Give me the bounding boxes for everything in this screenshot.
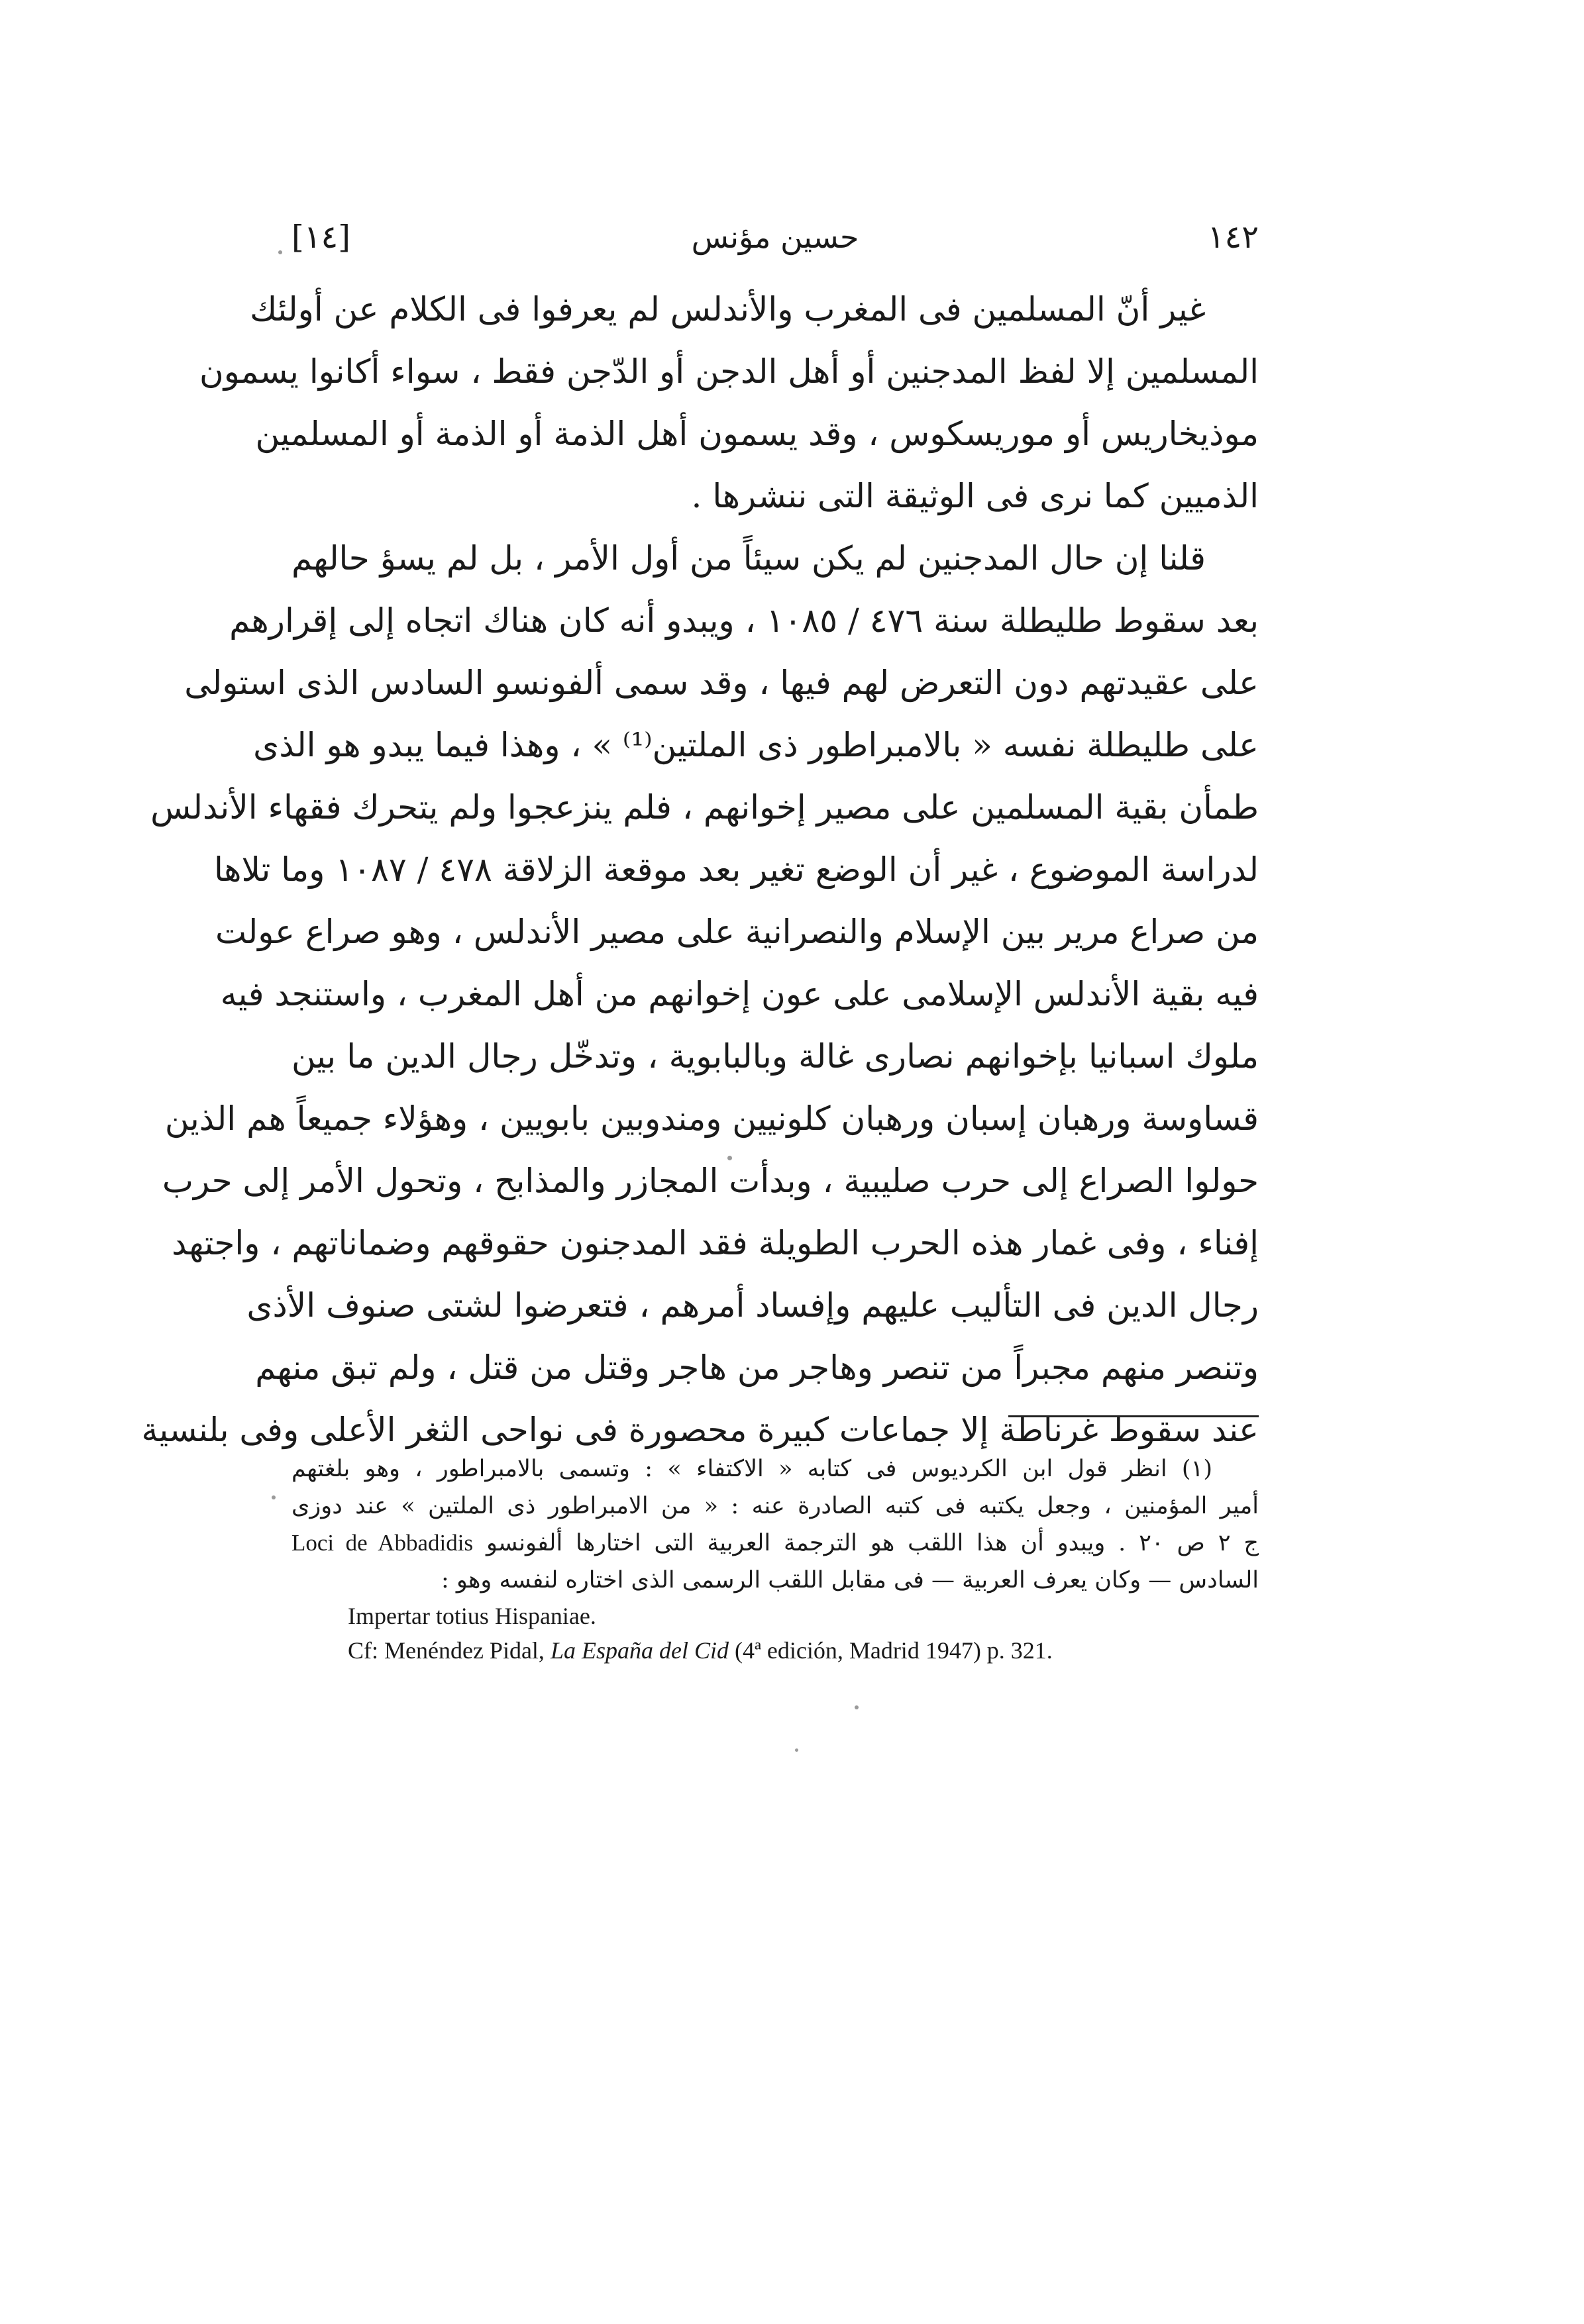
- footnote-latin-reference: [291, 1633, 1259, 1668]
- running-header: [291, 211, 1259, 264]
- text-line: على طليطلة نفسه « بالامبراطور ذى الملتين⁽¹⁾ » ، وهذا فيما يبدو هو الذى: [253, 726, 1259, 764]
- scan-speck: [795, 1748, 798, 1752]
- text-line: غير أنّ المسلمين فى المغرب والأندلس لم يعرفوا فى الكلام عن أولئك: [250, 290, 1206, 328]
- text-line: الذميين كما نرى فى الوثيقة التى ننشرها .: [691, 477, 1259, 515]
- footnote-divider: [1008, 1415, 1259, 1417]
- footnote-line: (١) انظر قول ابن الكرديوس فى كتابه « الاكتفاء » : وتسمى بالامبراطور ، وهو بلغتهم: [291, 1456, 1212, 1482]
- reference-book-title: La España del Cid: [550, 1637, 729, 1664]
- scan-speck: [727, 1156, 732, 1160]
- text-line: قلنا إن حال المدجنين لم يكن سيئاً من أول الأمر ، بل لم يسؤ حالهم: [291, 539, 1206, 578]
- text-line: ملوك اسبانيا بإخوانهم نصارى غالة وبالبابوية ، وتدخّل رجال الدين ما بين: [291, 1037, 1259, 1076]
- text-line: لدراسة الموضوع ، غير أن الوضع تغير بعد موقعة الزلاقة ٤٧٨ / ١٠٨٧ وما تلاها: [213, 850, 1259, 889]
- text-line: إفناء ، وفى غمار هذه الحرب الطويلة فقد المدجنون حقوقهم وضماناتهم ، واجتهد: [172, 1224, 1259, 1262]
- footnotes: [291, 1450, 1259, 1668]
- body-text: [141, 278, 1259, 1461]
- text-line: من صراع مرير بين الإسلام والنصرانية على مصير الأندلس ، وهو صراع عولت: [215, 913, 1259, 951]
- page-number: ١٤٢: [1207, 219, 1259, 256]
- text-line: حولوا الصراع إلى حرب صليبية ، وبدأت المجازر والمذابح ، وتحول الأمر إلى حرب: [162, 1162, 1259, 1200]
- text-line: المسلمين إلا لفظ المدجنين أو أهل الدجن أو الدّجن فقط ، سواء أكانوا يسمون: [199, 352, 1259, 391]
- text-line: وتنصر منهم مجبراً من تنصر وهاجر من هاجر وقتل من قتل ، ولم تبق منهم: [255, 1348, 1259, 1387]
- text-line: موذيخاريس أو موريسكوس ، وقد يسمون أهل الذمة أو الذمة أو المسلمين: [255, 415, 1259, 453]
- text-line: رجال الدين فى التأليب عليهم وإفساد أمرهم ، فتعرضوا لشتى صنوف الأذى: [246, 1286, 1259, 1325]
- chapter-number: [١٤]: [291, 219, 351, 256]
- footnote-line-arabic: ج ٢ ص ٢٠ . ويبدو أن هذا اللقب هو الترجمة العربية التى اختارها ألفونسو: [486, 1530, 1259, 1556]
- scan-speck: [272, 1495, 276, 1499]
- footnote-latin-title: Impertar totius Hispaniae.: [348, 1603, 596, 1629]
- text-line: طمأن بقية المسلمين على مصير إخوانهم ، فلم ينزعجوا ولم يتحرك فقهاء الأندلس: [150, 788, 1259, 827]
- footnote-latin-citation: Loci de Abbadidis: [291, 1530, 474, 1556]
- reference-author: Cf: Menéndez Pidal,: [348, 1637, 551, 1664]
- text-line: فيه بقية الأندلس الإسلامى على عون إخوانهم من أهل المغرب ، واستنجد فيه: [220, 975, 1259, 1013]
- reference-edition: (4ª edición, Madrid 1947) p. 321.: [728, 1637, 1053, 1664]
- text-line: على عقيدتهم دون التعرض لهم فيها ، وقد سمى ألفونسو السادس الذى استولى: [184, 664, 1259, 702]
- footnote-line: [291, 1525, 1259, 1562]
- text-line: بعد سقوط طليطلة سنة ٤٧٦ / ١٠٨٥ ، ويبدو أنه كان هناك اتجاه إلى إقرارهم: [229, 601, 1259, 640]
- footnote-line: السادس — وكان يعرف العربية — فى مقابل اللقب الرسمى الذى اختاره لنفسه وهو :: [441, 1567, 1259, 1593]
- scan-speck: [278, 250, 282, 254]
- text-line: قساوسة ورهبان إسبان ورهبان كلونيين ومندوبين بابويين ، وهؤلاء جميعاً هم الذين: [164, 1099, 1259, 1138]
- footnote-line: أمير المؤمنين ، وجعل يكتبه فى كتبه الصادرة عنه : « من الامبراطور ذى الملتين » عند دوزى: [291, 1493, 1259, 1519]
- text-line: عند سقوط غرناطة إلا جماعات كبيرة محصورة فى نواحى الثغر الأعلى وفى بلنسية: [141, 1411, 1259, 1449]
- scan-speck: [855, 1705, 859, 1709]
- author-name: حسين مؤنس: [691, 219, 859, 255]
